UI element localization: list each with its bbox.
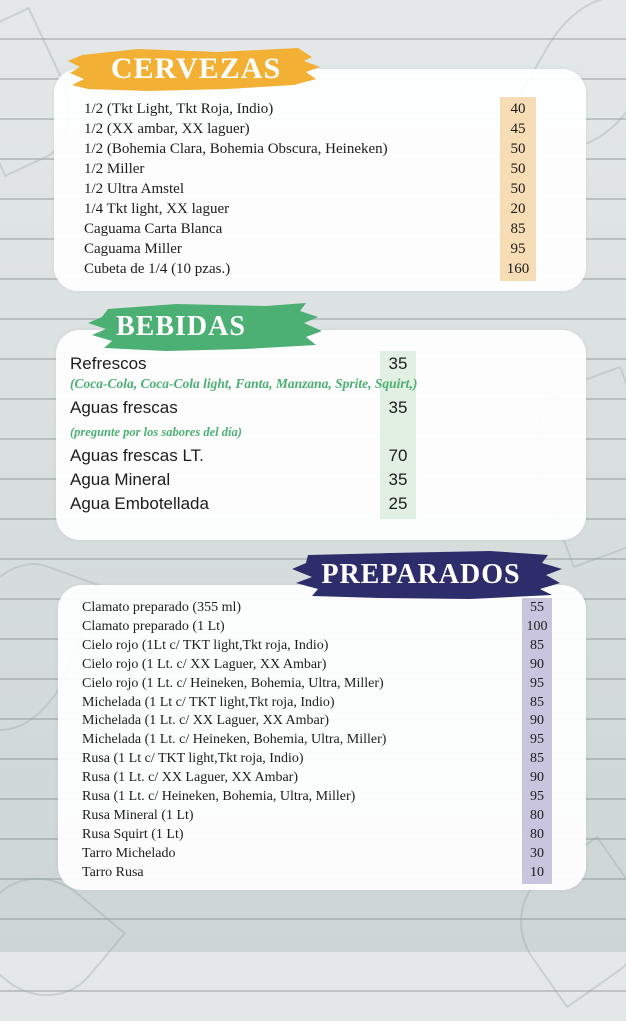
item-price: 50 xyxy=(510,141,526,157)
item-price: 85 xyxy=(530,694,544,710)
item-name: Refrescos xyxy=(70,354,147,373)
item-price: 95 xyxy=(530,732,544,748)
item-price: 70 xyxy=(388,446,408,465)
item-name: Aguas frescas LT. xyxy=(70,446,204,465)
menu-item-refrescos xyxy=(70,352,430,376)
menu-item xyxy=(84,99,544,119)
item-name: 1/2 Miller xyxy=(84,161,145,177)
bebidas-banner xyxy=(86,301,324,353)
menu-item-agua-embotellada xyxy=(70,492,430,516)
menu-item xyxy=(82,731,552,749)
item-name: Rusa (1 Lt c/ TKT light,Tkt roja, Indio) xyxy=(82,751,304,767)
menu-item xyxy=(84,179,544,199)
menu-item xyxy=(82,864,552,882)
item-name: 1/4 Tkt light, XX laguer xyxy=(84,201,230,217)
menu-item xyxy=(84,159,544,179)
item-price: 50 xyxy=(510,181,526,197)
item-name: Rusa Mineral (1 Lt) xyxy=(82,807,194,823)
item-price: 10 xyxy=(530,864,544,880)
item-price: 90 xyxy=(530,770,544,786)
item-price: 160 xyxy=(506,261,530,277)
item-name: Rusa (1 Lt. c/ Heineken, Bohemia, Ultra, Miller) xyxy=(82,789,356,804)
menu-item xyxy=(82,637,552,655)
item-name: Tarro Michelado xyxy=(82,845,176,861)
menu-item-aguas-frescas-lt xyxy=(70,444,430,468)
item-name: Michelada (1 Lt. c/ Heineken, Bohemia, Ultra, Miller) xyxy=(82,732,387,748)
item-price: 50 xyxy=(510,161,526,177)
aguas-flavors-note: (pregunte por los sabores del día) xyxy=(70,425,242,439)
item-price: 90 xyxy=(530,713,544,729)
item-price: 30 xyxy=(530,845,544,861)
item-name: Michelada (1 Lt. c/ XX Laguer, XX Ambar) xyxy=(82,713,330,729)
preparados-title: PREPARADOS xyxy=(321,559,521,590)
menu-item xyxy=(84,119,544,139)
menu-item xyxy=(82,656,552,674)
cervezas-title: CERVEZAS xyxy=(110,52,282,85)
cervezas-banner xyxy=(68,45,324,93)
item-name: Michelada (1 Lt c/ TKT light,Tkt roja, Indio) xyxy=(82,694,335,710)
item-name: Cielo rojo (1Lt c/ TKT light,Tkt roja, Indio) xyxy=(82,637,329,653)
item-name: Agua Mineral xyxy=(70,470,171,489)
item-name: Caguama Miller xyxy=(84,241,182,257)
item-name: Caguama Carta Blanca xyxy=(84,221,223,237)
menu-item xyxy=(84,139,544,159)
menu-item xyxy=(82,694,552,712)
item-name: Rusa Squirt (1 Lt) xyxy=(82,826,184,842)
item-name: 1/2 (Bohemia Clara, Bohemia Obscura, Heineken) xyxy=(84,141,388,157)
menu-item xyxy=(82,826,552,844)
menu-item xyxy=(84,239,544,259)
preparados-banner xyxy=(290,549,564,601)
item-name: 1/2 (XX ambar, XX laguer) xyxy=(84,121,250,137)
item-price: 85 xyxy=(530,637,544,653)
menu-item xyxy=(82,599,552,617)
menu-item-agua-mineral xyxy=(70,468,430,492)
item-price: 100 xyxy=(526,618,548,634)
item-name: Cubeta de 1/4 (10 pzas.) xyxy=(84,261,231,277)
menu-item xyxy=(84,259,544,279)
item-name: Aguas frescas xyxy=(70,398,178,417)
refrescos-flavors-note: (Coca-Cola, Coca-Cola light, Fanta, Manzana, Sprite, Squirt,) xyxy=(70,376,418,391)
item-price: 20 xyxy=(510,201,526,217)
item-price: 85 xyxy=(510,221,526,237)
bebidas-title: BEBIDAS xyxy=(116,311,246,342)
menu-item xyxy=(82,788,552,806)
item-name: Cielo rojo (1 Lt. c/ Heineken, Bohemia, Ultra, Miller) xyxy=(82,675,384,691)
item-price: 85 xyxy=(530,751,544,767)
item-name: Rusa (1 Lt. c/ XX Laguer, XX Ambar) xyxy=(82,770,298,786)
item-name: 1/2 Ultra Amstel xyxy=(84,181,184,197)
item-price: 80 xyxy=(530,807,544,823)
item-price: 90 xyxy=(530,656,544,672)
item-price: 40 xyxy=(510,101,526,117)
menu-item xyxy=(82,807,552,825)
item-price: 45 xyxy=(510,121,526,137)
item-name: Agua Embotellada xyxy=(70,494,209,513)
menu-item xyxy=(82,712,552,730)
item-price: 35 xyxy=(388,398,408,417)
item-name: Clamato preparado (355 ml) xyxy=(82,600,242,615)
item-price: 95 xyxy=(510,241,526,257)
item-name: Tarro Rusa xyxy=(82,864,144,880)
menu-item xyxy=(82,769,552,787)
item-price: 55 xyxy=(530,600,544,615)
item-name: Clamato preparado (1 Lt) xyxy=(82,618,225,634)
menu-item xyxy=(82,845,552,863)
item-name: 1/2 (Tkt Light, Tkt Roja, Indio) xyxy=(84,101,274,117)
menu-item xyxy=(82,675,552,693)
menu-item-aguas-frescas xyxy=(70,396,430,420)
menu-item xyxy=(82,750,552,768)
item-price: 35 xyxy=(388,354,408,373)
menu-item xyxy=(82,618,552,636)
item-price: 95 xyxy=(530,675,544,691)
menu-item xyxy=(84,199,544,219)
item-name: Cielo rojo (1 Lt. c/ XX Laguer, XX Ambar) xyxy=(82,656,327,672)
item-price: 25 xyxy=(388,494,408,513)
item-price: 35 xyxy=(388,470,408,489)
menu-item xyxy=(84,219,544,239)
item-price: 80 xyxy=(530,826,544,842)
item-price: 95 xyxy=(530,789,544,804)
